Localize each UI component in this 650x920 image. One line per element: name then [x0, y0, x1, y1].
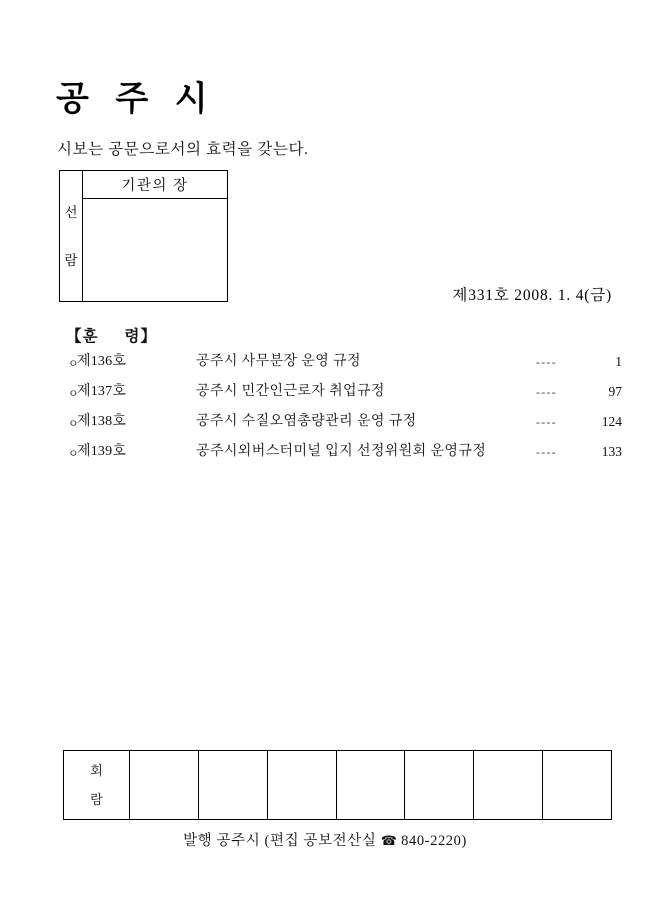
section-heading-char-1: 훈: [82, 328, 99, 345]
list-item[interactable]: [68, 412, 622, 442]
footer-phone-number: 840-2220): [396, 833, 467, 849]
circulation-cell[interactable]: [337, 751, 406, 819]
list-bullet-icon: ㅇ: [68, 388, 79, 400]
approval-box-content: [83, 171, 227, 301]
list-item-leader: ----: [536, 445, 557, 459]
list-item[interactable]: [68, 442, 622, 472]
circulation-cell[interactable]: [130, 751, 199, 819]
section-heading-open-bracket: 【: [66, 328, 83, 345]
list-item-title: 공주시외버스터미널 입지 선정위원회 운영규정: [196, 444, 487, 459]
list-bullet-icon: ㅇ: [68, 448, 79, 460]
tagline-text: 시보는 공문으로서의 효력을 갖는다.: [57, 141, 309, 158]
circulation-cell[interactable]: [474, 751, 543, 819]
circulation-label-char-2: 람: [90, 792, 103, 807]
list-item-number: 제138호: [77, 414, 127, 429]
approval-label-char-1: 선: [64, 204, 78, 220]
circulation-table: [63, 750, 612, 820]
issue-number-date: 제331호 2008. 1. 4(금): [452, 287, 612, 304]
section-heading: [66, 324, 157, 346]
list-item-number: 제139호: [77, 444, 127, 459]
approval-box-label: [60, 171, 83, 301]
telephone-icon: ☎: [380, 833, 397, 848]
circulation-label-char-1: 회: [90, 763, 103, 778]
contents-list: [68, 352, 622, 472]
list-item-number: 제136호: [77, 354, 127, 369]
circulation-cell[interactable]: [543, 751, 611, 819]
list-item-leader: ----: [536, 355, 557, 369]
list-item-page: 124: [601, 414, 622, 429]
section-heading-close-bracket: 】: [140, 328, 157, 345]
footer-publisher-text: 발행 공주시 (편집 공보전산실: [183, 833, 381, 849]
approval-box-stamp-area: [83, 199, 227, 301]
list-item-title: 공주시 민간인근로자 취업규정: [196, 384, 385, 399]
list-item-title: 공주시 사무분장 운영 규정: [196, 354, 361, 369]
page-title: 공 주 시: [56, 81, 217, 118]
list-item-leader: ----: [536, 385, 557, 399]
circulation-label: [64, 751, 130, 819]
approval-box: [59, 170, 228, 302]
list-item[interactable]: [68, 382, 622, 412]
approval-label-char-2: 람: [64, 252, 78, 268]
list-item-page: 97: [608, 384, 622, 399]
list-item[interactable]: [68, 352, 622, 382]
circulation-cell[interactable]: [268, 751, 337, 819]
approval-box-header: 기관의 장: [83, 171, 227, 199]
list-item-leader: ----: [536, 415, 557, 429]
list-item-number: 제137호: [77, 384, 127, 399]
list-bullet-icon: ㅇ: [68, 418, 79, 430]
list-item-page: 1: [615, 354, 622, 369]
section-heading-char-2: 령: [124, 328, 141, 345]
circulation-cell[interactable]: [199, 751, 268, 819]
circulation-cell[interactable]: [405, 751, 474, 819]
footer-publisher: [0, 829, 650, 850]
list-item-title: 공주시 수질오염총량관리 운영 규정: [196, 414, 417, 429]
list-bullet-icon: ㅇ: [68, 358, 79, 370]
list-item-page: 133: [601, 444, 622, 459]
